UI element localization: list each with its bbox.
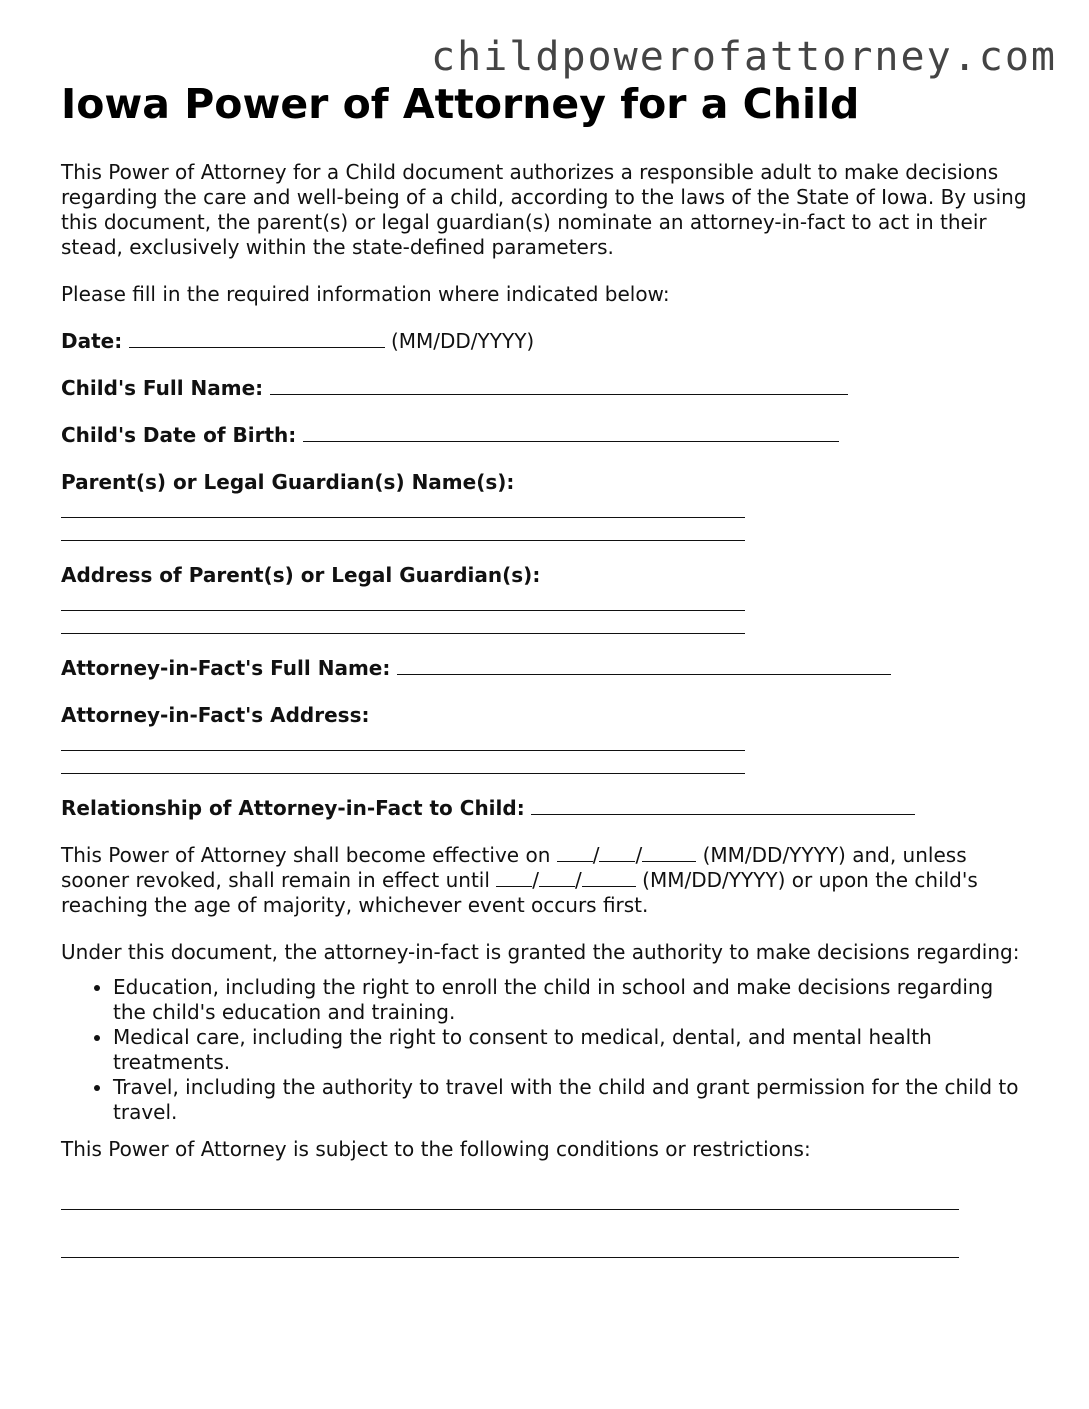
authority-item-medical: • Medical care, including the right to consent to medical, dental, and mental health treatments. [113, 1025, 1031, 1075]
attorney-address-field [61, 703, 1031, 774]
document-title: Iowa Power of Attorney for a Child [61, 80, 860, 128]
parents-name-field [61, 470, 1031, 541]
child-dob-label: Child's Date of Birth: [61, 423, 297, 447]
document-page [61, 78, 1031, 1258]
watermark: childpowerofattorney.com [431, 34, 1057, 80]
date-label: Date: [61, 329, 123, 353]
authority-intro: Under this document, the attorney-in-fact is granted the authority to make decisions regarding: [61, 940, 1020, 964]
effective-text-3: (MM/DD/YYYY) or upon the child's reaching the age of majority, whichever event occurs first. [61, 868, 978, 917]
authority-list [61, 975, 1031, 1125]
conditions-intro: This Power of Attorney is subject to the following conditions or restrictions: [61, 1137, 811, 1161]
conditions-line-2[interactable] [61, 1210, 959, 1258]
date-format-hint: (MM/DD/YYYY) [390, 329, 535, 353]
parents-address-label: Address of Parent(s) or Legal Guardian(s): [61, 563, 541, 587]
attorney-address-label: Attorney-in-Fact's Address: [61, 703, 370, 727]
child-dob-blank[interactable] [303, 423, 839, 442]
effective-month-blank[interactable] [557, 843, 593, 862]
effective-text-1: This Power of Attorney shall become effective on [61, 843, 551, 867]
effective-year-blank[interactable] [642, 843, 696, 862]
parents-address-field [61, 563, 1031, 634]
end-month-blank[interactable] [496, 868, 532, 887]
end-day-blank[interactable] [539, 868, 575, 887]
attorney-address-line-1[interactable] [61, 728, 745, 751]
child-name-blank[interactable] [270, 376, 848, 395]
attorney-address-line-2[interactable] [61, 751, 745, 774]
relationship-label: Relationship of Attorney-in-Fact to Child: [61, 796, 525, 820]
authority-item-travel: • Travel, including the authority to travel with the child and grant permission for the child to travel. [113, 1075, 1031, 1125]
conditions-line-1[interactable] [61, 1162, 959, 1210]
attorney-name-label: Attorney-in-Fact's Full Name: [61, 656, 391, 680]
parents-name-label: Parent(s) or Legal Guardian(s) Name(s): [61, 470, 515, 494]
parents-address-line-2[interactable] [61, 611, 745, 634]
child-dob-field [61, 423, 1031, 448]
parents-name-line-1[interactable] [61, 495, 745, 518]
effective-text-2: (MM/DD/YYYY) and, unless sooner revoked, shall remain in effect until [61, 843, 967, 892]
attorney-name-blank[interactable] [397, 656, 891, 675]
instruction-text: Please fill in the required information where indicated below: [61, 282, 670, 306]
parents-address-line-1[interactable] [61, 588, 745, 611]
authority-item-education: • Education, including the right to enroll the child in school and make decisions regarding the child's education and training. [113, 975, 1031, 1025]
effective-day-blank[interactable] [599, 843, 635, 862]
attorney-name-field [61, 656, 1031, 681]
relationship-field [61, 796, 1031, 821]
date-field [61, 329, 1031, 354]
date-blank[interactable] [129, 329, 385, 348]
intro-paragraph: This Power of Attorney for a Child document authorizes a responsible adult to make decisions regarding the care and well-being of a child, according to the laws of the State of Iowa. By using this document, the parent(s) or legal guardian(s) nominate an attorney-in-fact to act in their stead, exclusively within the state-defined parameters. [61, 160, 1027, 259]
child-name-label: Child's Full Name: [61, 376, 264, 400]
effective-period-paragraph: This Power of Attorney shall become effective on / / (MM/DD/YYYY) and, unless sooner revoked, shall remain in effect until / / (MM/DD/YYYY) or upon the child's reaching the age of majority, whichever event occurs first. [61, 843, 978, 917]
end-year-blank[interactable] [582, 868, 636, 887]
parents-name-line-2[interactable] [61, 518, 745, 541]
relationship-blank[interactable] [531, 796, 915, 815]
child-name-field [61, 376, 1031, 401]
